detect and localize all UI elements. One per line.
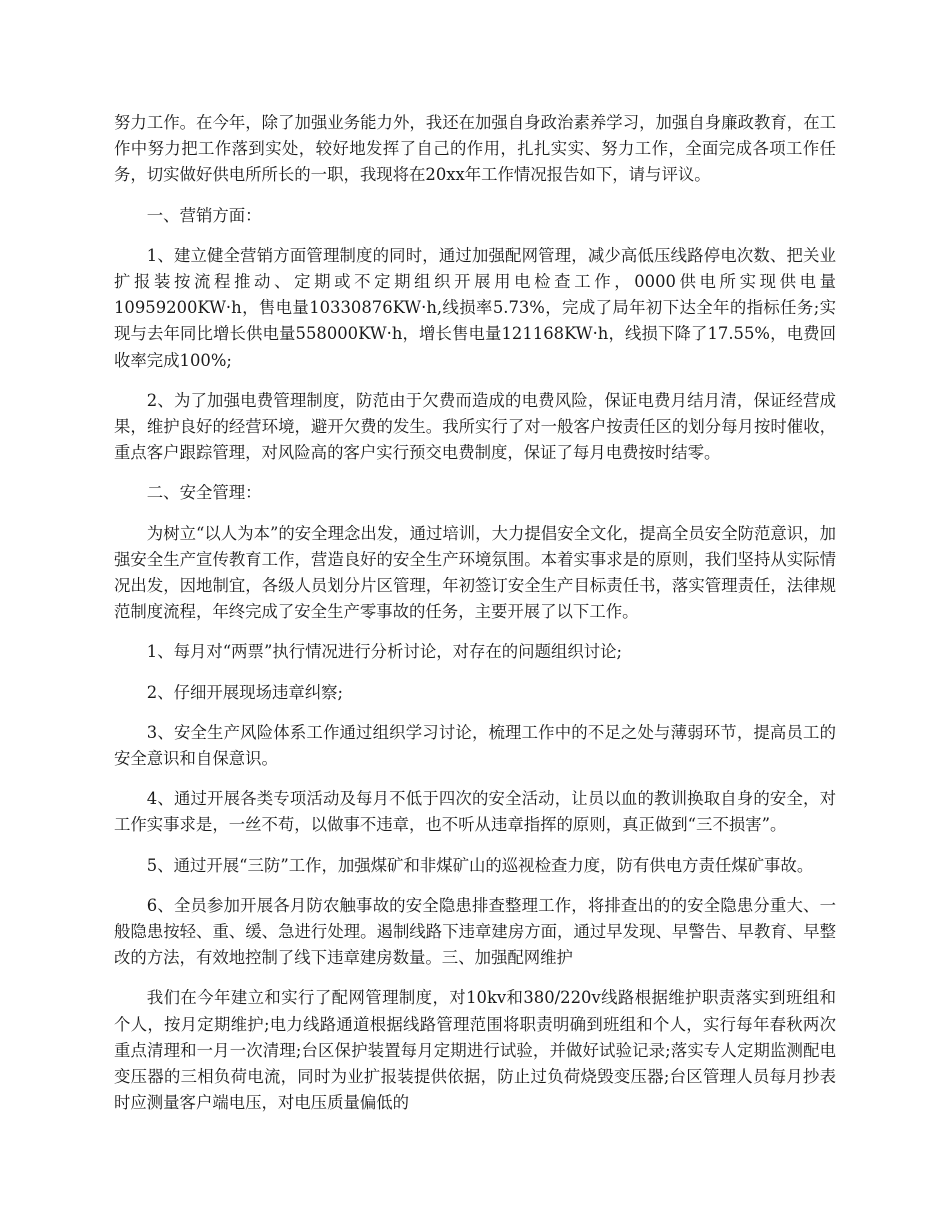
paragraph-intro: 努力工作。在今年，除了加强业务能力外，我还在加强自身政治素养学习，加强自身廉政教育，在工作中努力把工作落到实处，较好地发挥了自己的作用，扎扎实实、努力工作，全面完成各项工作任务，切实做好供电所所长的一职，我现将在20xx年工作情况报告如下，请与评议。 [114, 113, 836, 185]
paragraph-safety-4: 4、通过开展各类专项活动及每月不低于四次的安全活动，让员以血的教训换取自身的安全，对工作实事求是，一丝不苟，以做事不违章，也不听从违章指挥的原则，真正做到“三不损害”。 [114, 789, 836, 835]
paragraph-safety-5: 5、通过开展“三防”工作，加强煤矿和非煤矿山的巡视检查力度，防有供电方责任煤矿事故。 [146, 855, 814, 875]
paragraph-safety-6: 6、全员参加开展各月防农触事故的安全隐患排查整理工作，将排查出的的安全隐患分重大、一般隐患按轻、重、缓、急进行处理。遏制线路下违章建房方面，通过早发现、早警告、早教育、早整改的方法，有效地控制了线下违章建房数量。三、加强配网维护 [114, 895, 836, 968]
heading-safety: 二、安全管理： [146, 483, 262, 503]
paragraph-marketing-1: 1、建立健全营销方面管理制度的同时，通过加强配网管理，减少高低压线路停电次数、把关业扩报装按流程推动、定期或不定期组织开展用电检查工作，0000供电所实现供电量10959200KW·h，售电量10330876KW·h,线损率5.73%，完成了局年初下达全年的指标任务;实现与去年同比增长供电量558000KW·h，增长售电量121168KW·h，线损下降了17.55%，电费回收率完成100%; [114, 245, 836, 370]
paragraph-safety-intro: 为树立“以人为本”的安全理念出发，通过培训，大力提倡安全文化，提高全员安全防范意识，加强安全生产宣传教育工作，营造良好的安全生产环境氛围。本着实事求是的原则，我们坚持从实际情况出发，因地制宜，各级人员划分片区管理，年初签订安全生产目标责任书，落实管理责任，法律规范制度流程，年终完成了安全生产零事故的任务，主要开展了以下工作。 [114, 523, 836, 622]
paragraph-safety-2: 2、仔细开展现场违章纠察; [146, 682, 344, 702]
document-body [114, 110, 836, 1131]
paragraph-network-maintenance: 我们在今年建立和实行了配网管理制度，对10kv和380/220v线路根据维护职责落实到班组和个人，按月定期维护;电力线路通道根据线路管理范围将职责明确到班组和个人，实行每年春秋两次重点清理和一月一次清理;台区保护装置每月定期进行试验，并做好试验记录;落实专人定期监测配电变压器的三相负荷电流，同时为业扩报装提供依据，防止过负荷烧毁变压器;台区管理人员每月抄表时应测量客户端电压，对电压质量偏低的 [114, 988, 836, 1113]
paragraph-marketing-2: 2、为了加强电费管理制度，防范由于欠费而造成的电费风险，保证电费月结月清，保证经营成果，维护良好的经营环境，避开欠费的发生。我所实行了对一般客户按责任区的划分每月按时催收，重点客户跟踪管理，对风险高的客户实行预交电费制度，保证了每月电费按时结零。 [114, 390, 836, 463]
heading-marketing: 一、营销方面： [146, 205, 262, 225]
paragraph-safety-3: 3、安全生产风险体系工作通过组织学习讨论，梳理工作中的不足之处与薄弱环节，提高员工的安全意识和自保意识。 [114, 722, 836, 769]
paragraph-safety-1: 1、每月对“两票”执行情况进行分析讨论，对存在的问题组织讨论; [146, 642, 623, 662]
